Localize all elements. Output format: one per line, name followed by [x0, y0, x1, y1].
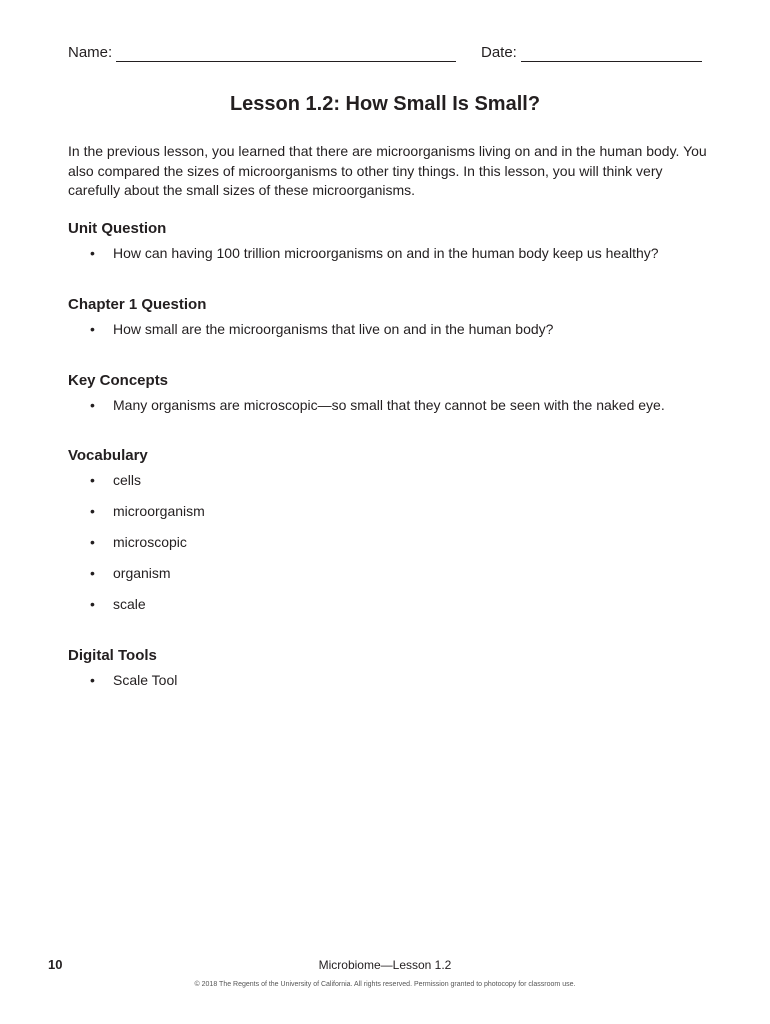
page-number: 10	[48, 957, 63, 972]
list-item	[68, 595, 708, 613]
bullet-list	[68, 471, 708, 613]
bullet-icon: •	[90, 565, 95, 581]
list-item	[68, 471, 708, 489]
list-item-text: organism	[113, 565, 171, 581]
section-heading: Unit Question	[68, 220, 167, 237]
list-item	[68, 564, 708, 582]
date-line[interactable]	[521, 47, 702, 62]
bullet-icon: •	[90, 672, 95, 688]
bullet-icon: •	[90, 245, 95, 261]
footer-copyright: © 2018 The Regents of the University of California. All rights reserved. Permission granted to photocopy for classroom use.	[194, 981, 576, 988]
bullet-list	[68, 396, 708, 414]
bullet-icon: •	[90, 321, 95, 337]
bullet-icon: •	[90, 534, 95, 550]
section-heading: Digital Tools	[68, 647, 157, 664]
date-label: Date:	[481, 44, 517, 61]
list-item	[68, 396, 708, 414]
page-title: Lesson 1.2: How Small Is Small?	[229, 93, 541, 115]
intro-paragraph: In the previous lesson, you learned that there are microorganisms living on and in the human body. You also compared the sizes of microorganisms to other tiny things. In this lesson, you will think very carefully about the small sizes of these microorganisms.	[68, 143, 707, 198]
list-item-text: microorganism	[113, 503, 205, 519]
list-item	[68, 533, 708, 551]
date-field[interactable]	[481, 44, 702, 62]
list-item-text: How can having 100 trillion microorganisms on and in the human body keep us healthy?	[113, 245, 659, 261]
bullet-icon: •	[90, 472, 95, 488]
section-heading: Vocabulary	[68, 447, 148, 464]
list-item-text: Many organisms are microscopic—so small that they cannot be seen with the naked eye.	[113, 397, 665, 413]
list-item-text: How small are the microorganisms that live on and in the human body?	[113, 321, 554, 337]
bullet-list	[68, 671, 708, 689]
header-fields	[68, 44, 702, 64]
bullet-list	[68, 244, 708, 262]
name-field[interactable]	[68, 44, 456, 62]
section-digital-tools	[68, 647, 708, 702]
list-item-text: cells	[113, 472, 142, 488]
section-key-concepts	[68, 372, 708, 427]
bullet-icon: •	[90, 596, 95, 612]
name-line[interactable]	[116, 47, 456, 62]
list-item-text: scale	[113, 596, 146, 612]
section-heading: Key Concepts	[68, 372, 169, 389]
bullet-icon: •	[90, 397, 95, 413]
section-vocabulary	[68, 447, 708, 626]
section-unit-question	[68, 220, 708, 275]
list-item	[68, 320, 708, 338]
list-item	[68, 671, 708, 689]
list-item-text: microscopic	[113, 534, 187, 550]
footer-title: Microbiome—Lesson 1.2	[318, 958, 452, 972]
list-item-text: Scale Tool	[113, 672, 178, 688]
name-label: Name:	[68, 44, 113, 61]
section-heading: Chapter 1 Question	[68, 296, 207, 313]
list-item	[68, 502, 708, 520]
list-item	[68, 244, 708, 262]
section-chapter-question	[68, 296, 708, 351]
bullet-icon: •	[90, 503, 95, 519]
bullet-list	[68, 320, 708, 338]
